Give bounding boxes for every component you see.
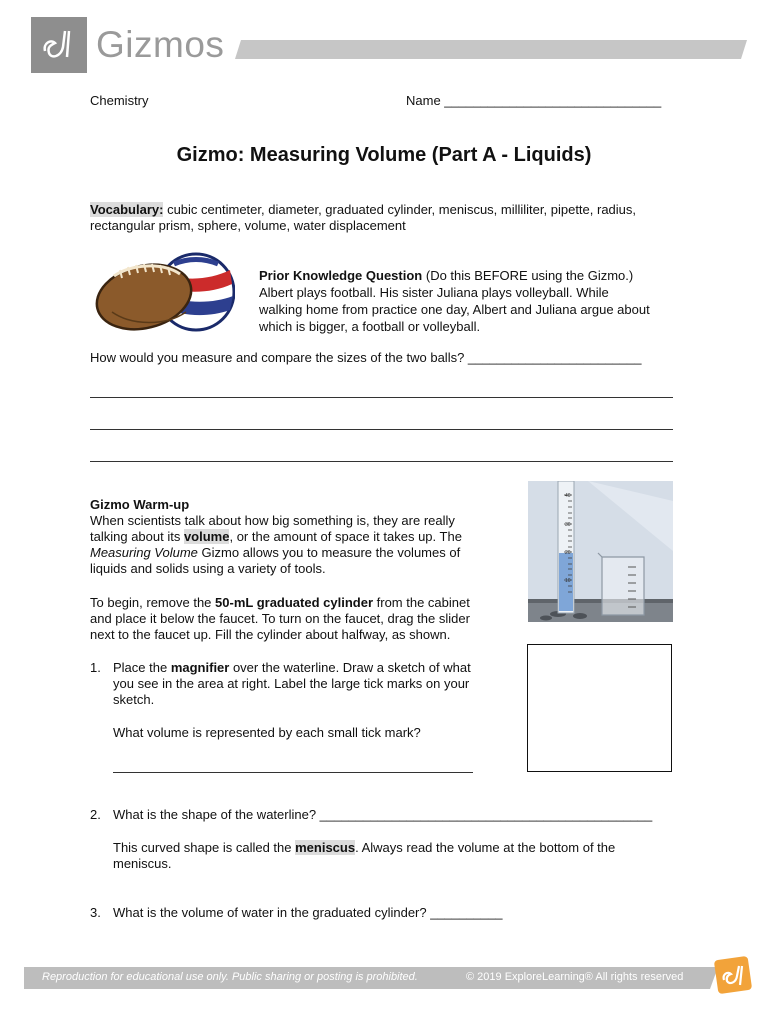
balls-question: How would you measure and compare the sizes of the two balls? ________________________ [90, 350, 642, 365]
instr-line1-c: from the cabinet [373, 595, 470, 610]
vocabulary-line1: cubic centimeter, diameter, graduated cylinder, meniscus, milliliter, pipette, radius, [163, 202, 637, 217]
prior-line2: walking home from practice one day, Albert and Juliana argue about [259, 302, 650, 317]
instr-line1-a: To begin, remove the [90, 595, 216, 610]
warmup-section [90, 497, 510, 577]
q2-line1-a: This curved shape is called the [113, 840, 296, 855]
gizmo-name: Measuring Volume [90, 545, 198, 560]
page-title: Gizmo: Measuring Volume (Part A - Liquids) [176, 144, 592, 166]
footer-copyright: © 2019 ExploreLearning® All rights reserved [466, 971, 684, 983]
tick-label: 30 [565, 522, 571, 528]
q1-subquestion: What volume is represented by each small tick mark? [113, 725, 421, 740]
q2-line1-c: . Always read the volume at the bottom of the [355, 840, 616, 855]
tick-label: 40 [565, 493, 571, 499]
warmup-line2-c: , or the amount of space it takes up. The [229, 529, 462, 544]
warmup-line2-a: talking about its [90, 529, 184, 544]
name-field[interactable]: Name ______________________________ [406, 93, 662, 108]
explorelearning-badge-icon [712, 954, 754, 996]
warmup-line1: When scientists talk about how big something is, they are really [90, 513, 455, 528]
prior-line3: which is bigger, a football or volleyball. [259, 319, 481, 334]
instr-line2: and place it below the faucet. To turn on the faucet, drag the slider [90, 611, 470, 626]
prior-heading: Prior Knowledge Question [259, 268, 423, 283]
header-bar [235, 40, 747, 59]
tick-label: 10 [565, 578, 571, 584]
meniscus-term: meniscus [295, 840, 356, 855]
answer-line[interactable] [113, 772, 473, 773]
vocabulary-label: Vocabulary: [90, 202, 164, 217]
vocabulary [90, 202, 680, 234]
prior-line1: Albert plays football. His sister Juliana plays volleyball. While [259, 285, 609, 300]
q1-number: 1. [90, 660, 101, 675]
warmup-heading: Gizmo Warm-up [90, 497, 190, 512]
answer-line[interactable] [90, 397, 673, 398]
vocabulary-line2: rectangular prism, sphere, volume, water displacement [90, 218, 406, 233]
gizmos-brand: Gizmos [96, 24, 225, 65]
q1-text [113, 660, 513, 708]
q2-text: What is the shape of the waterline? ______________________________________________ [113, 807, 653, 822]
prior-knowledge [259, 267, 689, 335]
football-volleyball-image [92, 252, 235, 334]
answer-line[interactable] [90, 429, 673, 430]
volume-term: volume [183, 529, 230, 544]
q1-line3: sketch. [113, 692, 155, 707]
q1-line1-a: Place the [113, 660, 171, 675]
q2-line2: meniscus. [113, 856, 172, 871]
answer-line[interactable] [90, 461, 673, 462]
q1-line2: you see in the area at right. Label the large tick marks on your [113, 676, 470, 691]
subject-label: Chemistry [90, 93, 149, 108]
warmup-instructions [90, 595, 510, 643]
magnifier-term: magnifier [170, 660, 230, 675]
sketch-box[interactable] [527, 644, 672, 772]
q2-explanation [113, 840, 673, 872]
warmup-line3-b: Gizmo allows you to measure the volumes of [197, 545, 461, 560]
q2-number: 2. [90, 807, 101, 822]
graduated-cylinder-image [528, 481, 673, 622]
q1-line1-c: over the waterline. Draw a sketch of what [229, 660, 471, 675]
instr-line3: next to the faucet up. Fill the cylinder about halfway, as shown. [90, 627, 451, 642]
q3-text: What is the volume of water in the graduated cylinder? __________ [113, 905, 503, 920]
tick-label: 20 [565, 550, 571, 556]
warmup-line4: liquids and solids using a variety of tools. [90, 561, 326, 576]
explorelearning-logo-icon [31, 17, 87, 73]
q3-number: 3. [90, 905, 101, 920]
cylinder-term: 50-mL graduated cylinder [215, 595, 374, 610]
footer-notice: Reproduction for educational use only. Public sharing or posting is prohibited. [42, 971, 418, 983]
prior-heading-tail: (Do this BEFORE using the Gizmo.) [422, 268, 634, 283]
